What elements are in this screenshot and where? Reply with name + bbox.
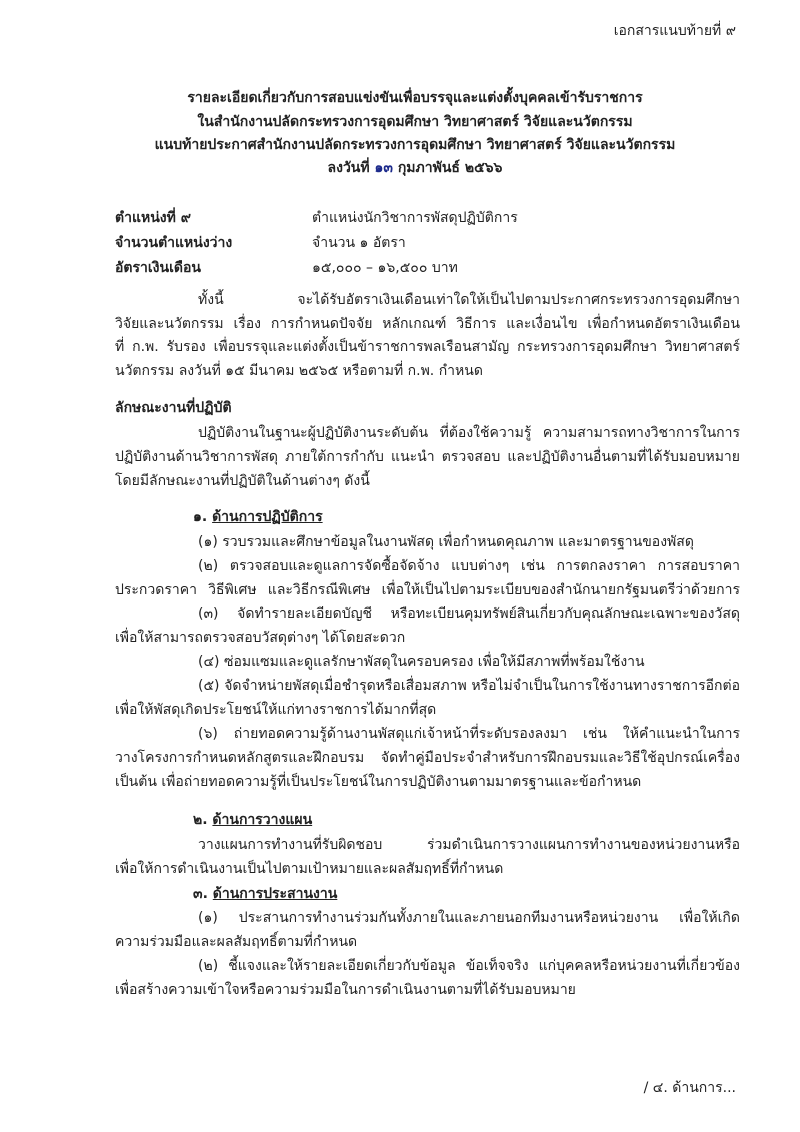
info-value-vacancies: จำนวน ๑ อัตรา (312, 235, 406, 251)
list-item-line: เพื่อให้พัสดุเกิดประโยชน์ให้แก่ทางราชการได้มากที่สุด (115, 702, 437, 718)
list-item-line: (๑) รวบรวมและศึกษาข้อมูลในงานพัสดุ เพื่อกำหนดคุณภาพ และมาตรฐานของพัสดุ (198, 534, 694, 550)
title-line-3: แนบท้ายประกาศสำนักงานปลัดกระทรวงการอุดมศึกษา วิทยาศาสตร์ วิจัยและนวัตกรรม (154, 137, 676, 153)
salary-note-line: ทั้งนี้ จะได้รับอัตราเงินเดือนเท่าใดให้เป็นไปตามประกาศกระทรวงการอุดมศึกษา (198, 292, 740, 308)
list-item-line: วางโครงการกำหนดหลักสูตรและฝึกอบรม จัดทำคู่มือประจำสำหรับการฝึกอบรมและวิธีใช้อุปกรณ์เครื่อง (115, 750, 740, 766)
list-item-line: เพื่อให้สามารถตรวจสอบวัสดุต่างๆ ได้โดยสะดวก (115, 630, 406, 646)
continuation-marker: / ๔. ด้านการ... (643, 1080, 736, 1096)
list-item-line: เพื่อให้การดำเนินงานเป็นไปตามเป้าหมายและผลสัมฤทธิ์ที่กำหนด (115, 861, 504, 877)
list-item-line: ประกวดราคา วิธีพิเศษ และวิธีกรณีพิเศษ เพื่อให้เป็นไปตามระเบียบของสำนักนายกรัฐมนตรีว่าด้วยการ (115, 582, 740, 598)
duties-intro-line: โดยมีลักษณะงานที่ปฏิบัติในด้านต่างๆ ดังนี้ (115, 473, 370, 489)
section-heading-planning (193, 809, 312, 831)
list-item-line: (๔) ซ่อมแซมและดูแลรักษาพัสดุในครอบครอง เพื่อให้มีสภาพที่พร้อมใช้งาน (198, 654, 645, 670)
list-item-line: (๒) ชี้แจงและให้รายละเอียดเกี่ยวกับข้อมูล ข้อเท็จจริง แก่บุคคลหรือหน่วยงานที่เกี่ยวข้อง (198, 958, 740, 974)
info-value-position: ตำแหน่งนักวิชาการพัสดุปฏิบัติการ (312, 210, 518, 226)
section-title: ด้านการวางแผน (212, 812, 313, 828)
attachment-label: เอกสารแนบท้ายที่ ๙ (613, 23, 736, 39)
salary-note-line: วิจัยและนวัตกรรม เรื่อง การกำหนดปัจจัย หลักเกณฑ์ วิธีการ และเงื่อนไข เพื่อกำหนดอัตราเงินเดือน (115, 316, 740, 332)
date-prefix: ลงวันที่ (327, 160, 370, 176)
title-date (115, 157, 715, 179)
list-item-line: วางแผนการทำงานที่รับผิดชอบ ร่วมดำเนินการวางแผนการทำงานของหน่วยงานหรือ (198, 837, 740, 853)
duties-heading: ลักษณะงานที่ปฏิบัติ (115, 400, 232, 416)
list-item-line: ความร่วมมือและผลสัมฤทธิ์ตามที่กำหนด (115, 934, 358, 950)
date-rest: กุมภาพันธ์ ๒๕๖๖ (397, 160, 503, 176)
section-heading-operations (193, 506, 323, 528)
section-heading-coordination (193, 883, 337, 905)
salary-note-line: นวัตกรรม ลงวันที่ ๑๕ มีนาคม ๒๕๖๕ หรือตามที่ ก.พ. กำหนด (115, 363, 483, 379)
list-item-line: (๖) ถ่ายทอดความรู้ด้านงานพัสดุแก่เจ้าหน้าที่ระดับรองลงมา เช่น ให้คำแนะนำในการ (198, 726, 740, 742)
section-title: ด้านการประสานงาน (212, 886, 338, 902)
duties-intro-line: ปฏิบัติงานในฐานะผู้ปฏิบัติงานระดับต้น ที่ต้องใช้ความรู้ ความสามารถทางวิชาการในการ (198, 425, 740, 441)
list-item-line: (๓) จัดทำรายละเอียดบัญชี หรือทะเบียนคุมทรัพย์สินเกี่ยวกับคุณลักษณะเฉพาะของวัสดุ (198, 606, 740, 622)
date-day: ๑๓ (374, 160, 393, 176)
list-item-line: เพื่อสร้างความเข้าใจหรือความร่วมมือในการดำเนินงานตามที่ได้รับมอบหมาย (115, 982, 576, 998)
list-item-line: (๑) ประสานการทำงานร่วมกันทั้งภายในและภายนอกทีมงานหรือหน่วยงาน เพื่อให้เกิด (198, 910, 740, 926)
title-line-2: ในสำนักงานปลัดกระทรวงการอุดมศึกษา วิทยาศาสตร์ วิจัยและนวัตกรรม (197, 114, 633, 130)
section-number: ๒. (193, 812, 208, 828)
info-label-vacancies: จำนวนตำแหน่งว่าง (115, 235, 233, 251)
info-label-salary: อัตราเงินเดือน (115, 260, 201, 276)
section-title: ด้านการปฏิบัติการ (212, 509, 323, 525)
salary-note-line: ที่ ก.พ. รับรอง เพื่อบรรจุและแต่งตั้งเป็นข้าราชการพลเรือนสามัญ กระทรวงการอุดมศึกษา วิทยาศาสตร์ (115, 339, 740, 355)
duties-intro-line: ปฏิบัติงานด้านวิชาการพัสดุ ภายใต้การกำกับ แนะนำ ตรวจสอบ และปฏิบัติงานอื่นตามที่ได้รับมอบหมาย (115, 449, 740, 465)
list-item-line: (๕) จัดจำหน่ายพัสดุเมื่อชำรุดหรือเสื่อมสภาพ หรือไม่จำเป็นในการใช้งานทางราชการอีกต่อ (198, 678, 740, 694)
info-label-position: ตำแหน่งที่ ๙ (115, 210, 191, 226)
info-value-salary: ๑๕,๐๐๐ – ๑๖,๕๐๐ บาท (312, 260, 458, 276)
section-number: ๓. (193, 886, 208, 902)
section-number: ๑. (193, 509, 208, 525)
list-item-line: เป็นต้น เพื่อถ่ายทอดความรู้ที่เป็นประโยชน์ในการปฏิบัติงานตามมาตรฐานและข้อกำหนด (115, 774, 642, 790)
title-line-1: รายละเอียดเกี่ยวกับการสอบแข่งขันเพื่อบรรจุและแต่งตั้งบุคคลเข้ารับราชการ (187, 90, 643, 106)
list-item-line: (๒) ตรวจสอบและดูแลการจัดซื้อจัดจ้าง แบบต่างๆ เช่น การตกลงราคา การสอบราคา (198, 558, 740, 574)
